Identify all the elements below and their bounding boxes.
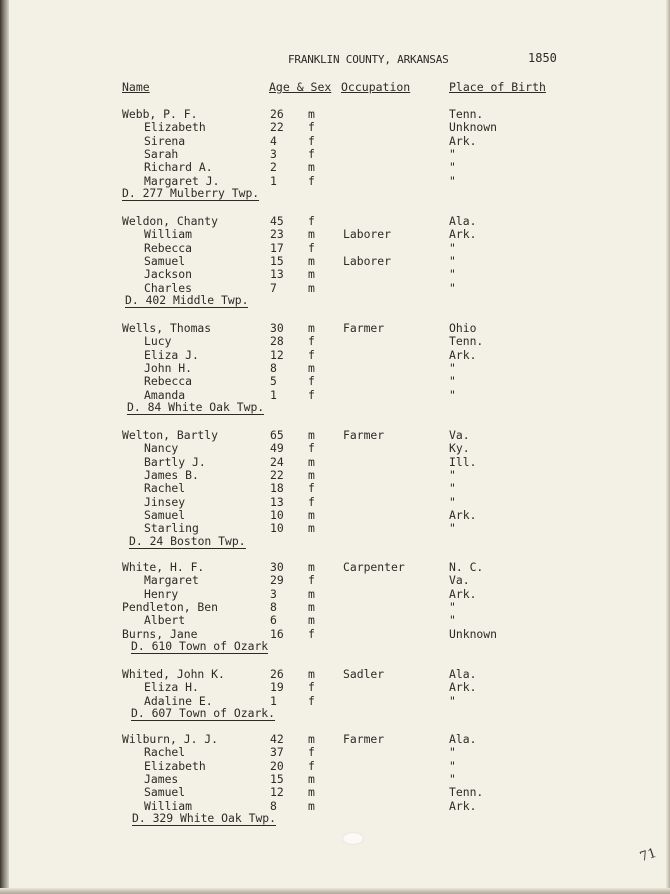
- person-birthplace: ": [449, 280, 456, 295]
- person-name: Margaret J.: [144, 173, 220, 188]
- person-sex: m: [308, 798, 315, 813]
- census-row: [0, 175, 670, 188]
- census-row: [0, 135, 670, 148]
- person-occupation: Carpenter: [343, 560, 405, 574]
- person-name: Samuel: [144, 507, 186, 522]
- dwelling-text: D. 277 Mulberry Twp.: [122, 186, 260, 201]
- column-header-name: Name: [122, 80, 150, 94]
- person-birthplace: Va.: [449, 428, 470, 442]
- census-row: [0, 561, 670, 574]
- person-name: Margaret: [144, 573, 199, 588]
- person-sex: f: [308, 387, 315, 402]
- person-name: Rebecca: [144, 374, 193, 389]
- person-name: Samuel: [144, 785, 186, 800]
- person-name: Webb, P. F.: [122, 107, 198, 121]
- person-name: Welton, Bartly: [122, 428, 219, 442]
- census-row: [0, 121, 670, 134]
- dwelling-note: [131, 707, 275, 720]
- person-birthplace: Unknown: [449, 626, 498, 641]
- person-age: 20: [270, 758, 284, 773]
- person-name: William: [144, 227, 193, 242]
- person-age: 1: [270, 173, 277, 188]
- person-age: 3: [270, 586, 277, 601]
- person-name: Henry: [144, 586, 179, 601]
- person-occupation: Laborer: [343, 227, 392, 242]
- person-birthplace: ": [449, 599, 456, 614]
- person-birthplace: ": [449, 481, 456, 496]
- column-header-place-of-birth: Place of Birth: [449, 80, 546, 94]
- person-age: 24: [270, 454, 284, 469]
- census-row: [0, 161, 670, 174]
- census-row: [0, 668, 670, 681]
- person-sex: f: [308, 693, 315, 708]
- person-occupation: Sadler: [343, 667, 385, 681]
- person-sex: m: [308, 321, 315, 335]
- person-age: 30: [270, 321, 284, 335]
- person-name: William: [144, 798, 193, 813]
- census-row: [0, 442, 670, 455]
- person-sex: f: [308, 680, 315, 695]
- person-age: 8: [270, 599, 277, 614]
- person-occupation: Farmer: [343, 428, 385, 442]
- person-name: White, H. F.: [122, 560, 205, 574]
- person-name: Rebecca: [144, 240, 193, 255]
- person-name: Sarah: [144, 146, 179, 161]
- person-name: Pendleton, Ben: [122, 599, 219, 614]
- census-row: [0, 773, 670, 786]
- person-birthplace: N. C.: [449, 560, 484, 574]
- person-age: 12: [270, 785, 284, 800]
- census-row: [0, 496, 670, 509]
- dwelling-note: [132, 812, 276, 825]
- person-birthplace: ": [449, 771, 456, 786]
- person-name: Samuel: [144, 253, 186, 268]
- person-sex: f: [308, 758, 315, 773]
- census-row: [0, 628, 670, 641]
- person-age: 19: [270, 680, 284, 695]
- person-age: 26: [270, 667, 284, 681]
- person-sex: f: [308, 626, 315, 641]
- dwelling-note: [125, 294, 248, 307]
- person-name: Whited, John K.: [122, 667, 225, 681]
- census-row: [0, 800, 670, 813]
- census-row: [0, 588, 670, 601]
- person-name: Bartly J.: [144, 454, 206, 469]
- person-sex: m: [308, 227, 315, 242]
- person-age: 49: [270, 441, 284, 456]
- person-birthplace: ": [449, 374, 456, 389]
- person-sex: m: [308, 467, 315, 482]
- person-name: James B.: [144, 467, 199, 482]
- person-age: 7: [270, 280, 277, 295]
- person-birthplace: Ark.: [449, 798, 477, 813]
- person-sex: m: [308, 785, 315, 800]
- census-row: [0, 681, 670, 694]
- census-year: 1850: [528, 51, 557, 65]
- census-row: [0, 148, 670, 161]
- person-age: 6: [270, 613, 277, 628]
- person-sex: f: [308, 214, 315, 228]
- person-sex: m: [308, 667, 315, 681]
- dwelling-text: D. 84 White Oak Twp.: [127, 400, 265, 415]
- census-row: [0, 695, 670, 708]
- person-age: 1: [270, 693, 277, 708]
- person-sex: m: [308, 267, 315, 282]
- census-row: [0, 786, 670, 799]
- person-age: 13: [270, 494, 284, 509]
- person-birthplace: Ohio: [449, 321, 477, 335]
- census-row: [0, 574, 670, 587]
- person-sex: m: [308, 586, 315, 601]
- person-age: 18: [270, 481, 284, 496]
- person-birthplace: Ala.: [449, 667, 477, 681]
- census-row: [0, 282, 670, 295]
- person-age: 12: [270, 347, 284, 362]
- census-row: [0, 349, 670, 362]
- person-age: 8: [270, 798, 277, 813]
- person-age: 1: [270, 387, 277, 402]
- person-age: 4: [270, 133, 277, 148]
- person-age: 8: [270, 360, 277, 375]
- person-name: Weldon, Chanty: [122, 214, 219, 228]
- punch-hole: [342, 832, 364, 845]
- census-row: [0, 429, 670, 442]
- person-age: 42: [270, 732, 284, 746]
- dwelling-note: [131, 640, 268, 653]
- dwelling-note: [122, 187, 259, 200]
- person-birthplace: ": [449, 745, 456, 760]
- person-birthplace: Ark.: [449, 227, 477, 242]
- person-age: 30: [270, 560, 284, 574]
- person-name: Elizabeth: [144, 758, 206, 773]
- person-birthplace: Ill.: [449, 454, 477, 469]
- person-sex: f: [308, 494, 315, 509]
- person-sex: f: [308, 347, 315, 362]
- person-age: 16: [270, 626, 284, 641]
- person-name: Rachel: [144, 745, 186, 760]
- census-row: [0, 362, 670, 375]
- person-name: John H.: [144, 360, 193, 375]
- person-name: Eliza H.: [144, 680, 199, 695]
- census-row: [0, 228, 670, 241]
- person-birthplace: Va.: [449, 573, 470, 588]
- person-birthplace: ": [449, 758, 456, 773]
- person-occupation: Farmer: [343, 321, 385, 335]
- census-row: [0, 482, 670, 495]
- person-age: 17: [270, 240, 284, 255]
- person-birthplace: Ark.: [449, 680, 477, 695]
- person-sex: m: [308, 428, 315, 442]
- census-row: [0, 456, 670, 469]
- dwelling-text: D. 24 Boston Twp.: [129, 533, 246, 548]
- person-age: 26: [270, 107, 284, 121]
- person-name: Charles: [144, 280, 193, 295]
- person-sex: m: [308, 613, 315, 628]
- person-occupation: Farmer: [343, 732, 385, 746]
- census-row: [0, 108, 670, 121]
- person-birthplace: ": [449, 240, 456, 255]
- person-sex: m: [308, 507, 315, 522]
- person-birthplace: ": [449, 521, 456, 536]
- person-sex: f: [308, 240, 315, 255]
- person-name: Amanda: [144, 387, 186, 402]
- census-row: [0, 389, 670, 402]
- person-name: Wells, Thomas: [122, 321, 212, 335]
- person-age: 37: [270, 745, 284, 760]
- person-birthplace: Ark.: [449, 586, 477, 601]
- census-row: [0, 601, 670, 614]
- dwelling-text: D. 329 White Oak Twp.: [132, 811, 277, 826]
- person-age: 22: [270, 467, 284, 482]
- person-birthplace: ": [449, 494, 456, 509]
- person-name: Eliza J.: [144, 347, 199, 362]
- person-birthplace: ": [449, 146, 456, 161]
- census-row: [0, 375, 670, 388]
- person-birthplace: Tenn.: [449, 785, 484, 800]
- person-birthplace: Ky.: [449, 441, 470, 456]
- person-sex: f: [308, 374, 315, 389]
- person-sex: m: [308, 454, 315, 469]
- person-sex: f: [308, 173, 315, 188]
- person-age: 23: [270, 227, 284, 242]
- dwelling-text: D. 402 Middle Twp.: [125, 293, 249, 308]
- person-sex: f: [308, 745, 315, 760]
- column-header-occupation: Occupation: [341, 80, 411, 94]
- person-age: 5: [270, 374, 277, 389]
- person-sex: m: [308, 732, 315, 746]
- person-birthplace: ": [449, 693, 456, 708]
- person-sex: f: [308, 573, 315, 588]
- census-row: [0, 255, 670, 268]
- person-age: 45: [270, 214, 284, 228]
- person-birthplace: ": [449, 173, 456, 188]
- person-sex: f: [308, 481, 315, 496]
- person-birthplace: Ark.: [449, 507, 477, 522]
- person-age: 3: [270, 146, 277, 161]
- person-sex: f: [308, 334, 315, 349]
- page-title: FRANKLIN COUNTY, ARKANSAS: [288, 53, 449, 66]
- census-row: [0, 322, 670, 335]
- census-row: [0, 335, 670, 348]
- person-sex: m: [308, 560, 315, 574]
- person-sex: f: [308, 146, 315, 161]
- person-age: 22: [270, 120, 284, 135]
- person-name: Wilburn, J. J.: [122, 732, 219, 746]
- person-birthplace: Tenn.: [449, 107, 484, 121]
- person-birthplace: ": [449, 160, 456, 175]
- person-age: 10: [270, 521, 284, 536]
- person-birthplace: ": [449, 360, 456, 375]
- person-sex: m: [308, 521, 315, 536]
- dwelling-note: [127, 401, 264, 414]
- census-row: [0, 242, 670, 255]
- person-sex: m: [308, 107, 315, 121]
- person-name: Sirena: [144, 133, 186, 148]
- person-name: Adaline E.: [144, 693, 213, 708]
- person-age: 13: [270, 267, 284, 282]
- person-age: 29: [270, 573, 284, 588]
- person-name: Jinsey: [144, 494, 186, 509]
- person-name: Nancy: [144, 441, 179, 456]
- person-name: Richard A.: [144, 160, 213, 175]
- person-birthplace: Ark.: [449, 133, 477, 148]
- person-age: 65: [270, 428, 284, 442]
- census-row: [0, 760, 670, 773]
- person-name: Jackson: [144, 267, 193, 282]
- census-row: [0, 746, 670, 759]
- person-birthplace: Ark.: [449, 347, 477, 362]
- census-row: [0, 509, 670, 522]
- dwelling-text: D. 607 Town of Ozark.: [131, 706, 276, 721]
- person-name: Rachel: [144, 481, 186, 496]
- person-name: James: [144, 771, 179, 786]
- person-birthplace: Ala.: [449, 214, 477, 228]
- person-sex: m: [308, 599, 315, 614]
- person-name: Burns, Jane: [122, 626, 198, 641]
- person-birthplace: Tenn.: [449, 334, 484, 349]
- person-name: Albert: [144, 613, 186, 628]
- person-sex: f: [308, 133, 315, 148]
- census-row: [0, 614, 670, 627]
- dwelling-note: [129, 535, 246, 548]
- person-name: Lucy: [144, 334, 172, 349]
- column-header-age-sex: Age & Sex: [269, 80, 332, 94]
- person-age: 15: [270, 253, 284, 268]
- person-sex: m: [308, 280, 315, 295]
- person-age: 15: [270, 771, 284, 786]
- person-sex: m: [308, 771, 315, 786]
- person-birthplace: Ala.: [449, 732, 477, 746]
- person-age: 2: [270, 160, 277, 175]
- person-age: 28: [270, 334, 284, 349]
- person-birthplace: ": [449, 387, 456, 402]
- person-age: 10: [270, 507, 284, 522]
- person-birthplace: ": [449, 613, 456, 628]
- person-occupation: Laborer: [343, 253, 392, 268]
- person-sex: m: [308, 253, 315, 268]
- person-birthplace: ": [449, 467, 456, 482]
- page-number: 71: [638, 845, 659, 866]
- dwelling-text: D. 610 Town of Ozark: [131, 639, 269, 654]
- person-sex: m: [308, 360, 315, 375]
- person-name: Elizabeth: [144, 120, 206, 135]
- person-sex: f: [308, 120, 315, 135]
- person-sex: f: [308, 441, 315, 456]
- census-row: [0, 469, 670, 482]
- census-row: [0, 215, 670, 228]
- person-birthplace: ": [449, 253, 456, 268]
- person-birthplace: ": [449, 267, 456, 282]
- census-row: [0, 268, 670, 281]
- person-name: Starling: [144, 521, 199, 536]
- census-row: [0, 522, 670, 535]
- person-birthplace: Unknown: [449, 120, 498, 135]
- person-sex: m: [308, 160, 315, 175]
- census-row: [0, 733, 670, 746]
